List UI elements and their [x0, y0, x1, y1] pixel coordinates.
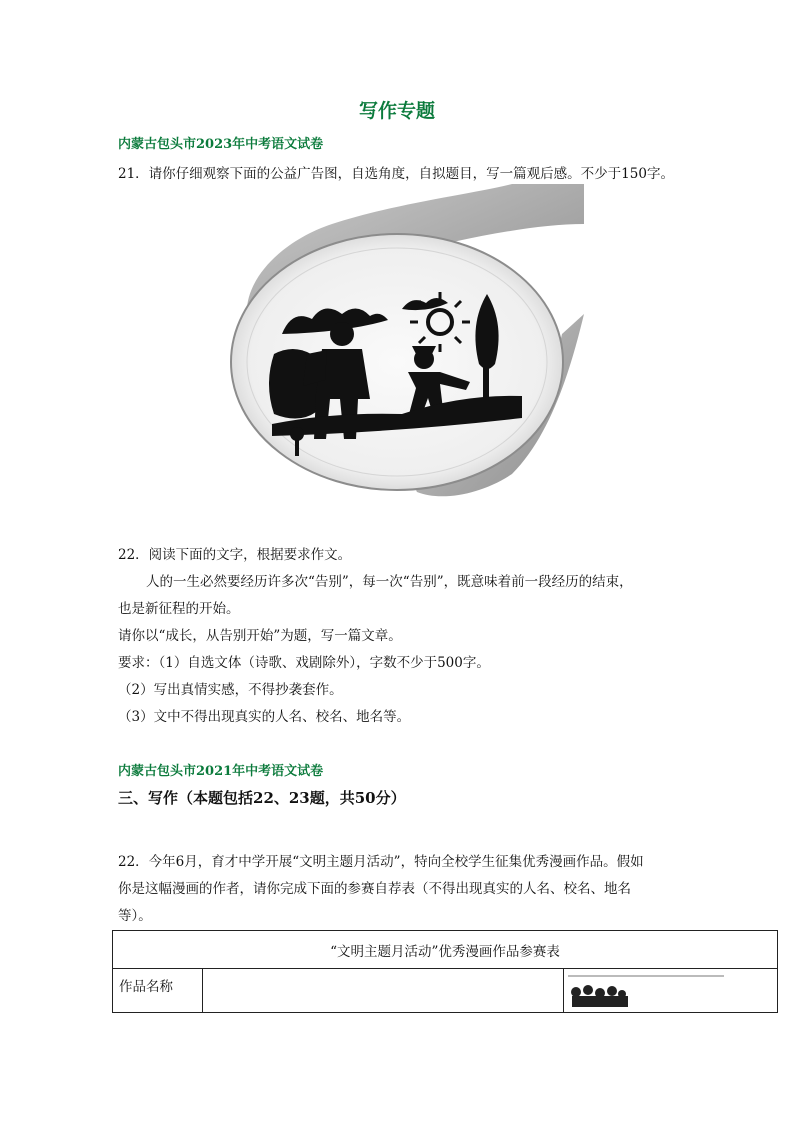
- page-title: 写作专题: [358, 100, 435, 122]
- paper-cut-plate-illustration: [212, 184, 584, 506]
- question-22-paragraph-line2: 也是新征程的开始。: [118, 601, 240, 617]
- question-22-intro: 22．阅读下面的文字，根据要求作文。: [118, 547, 352, 563]
- question-22-2021-line2: 你是这幅漫画的作者，请你完成下面的参赛自荐表（不得出现真实的人名、校名、地名: [118, 881, 631, 897]
- requirement-1: 要求：（1）自选文体（诗歌、戏剧除外），字数不少于500字。: [118, 655, 490, 671]
- source-label-2023: 内蒙古包头市2023年中考语文试卷: [118, 137, 324, 152]
- question-22-2021-line1: 22．今年6月，育才中学开展“文明主题月活动”，特向全校学生征集优秀漫画作品。假如: [118, 854, 644, 870]
- requirement-2: （2）写出真情实感，不得抄袭套作。: [118, 682, 343, 698]
- entry-form-table: [112, 930, 778, 1013]
- question-21: 21．请你仔细观察下面的公益广告图，自选角度，自拟题目，写一篇观后感。不少于150字。: [118, 166, 674, 182]
- comic-thumbnail: [563, 969, 777, 1013]
- source-label-2021: 内蒙古包头市2021年中考语文试卷: [118, 764, 324, 779]
- work-name-label: 作品名称: [113, 969, 203, 1013]
- work-name-field[interactable]: [203, 969, 564, 1013]
- question-22-prompt: 请你以“成长，从告别开始”为题，写一篇文章。: [118, 628, 402, 644]
- requirement-3: （3）文中不得出现真实的人名、校名、地名等。: [118, 709, 411, 725]
- question-22-paragraph-line1: 人的一生必然要经历许多次“告别”，每一次“告别”，既意味着前一段经历的结束，: [146, 574, 633, 590]
- comic-thumbnail-image: [564, 970, 777, 1007]
- table-title: “文明主题月活动”优秀漫画作品参赛表: [113, 931, 778, 969]
- question-22-2021-line3: 等）。: [118, 908, 152, 924]
- section-heading-writing: 三、写作（本题包括22、23题，共50分）: [118, 789, 406, 807]
